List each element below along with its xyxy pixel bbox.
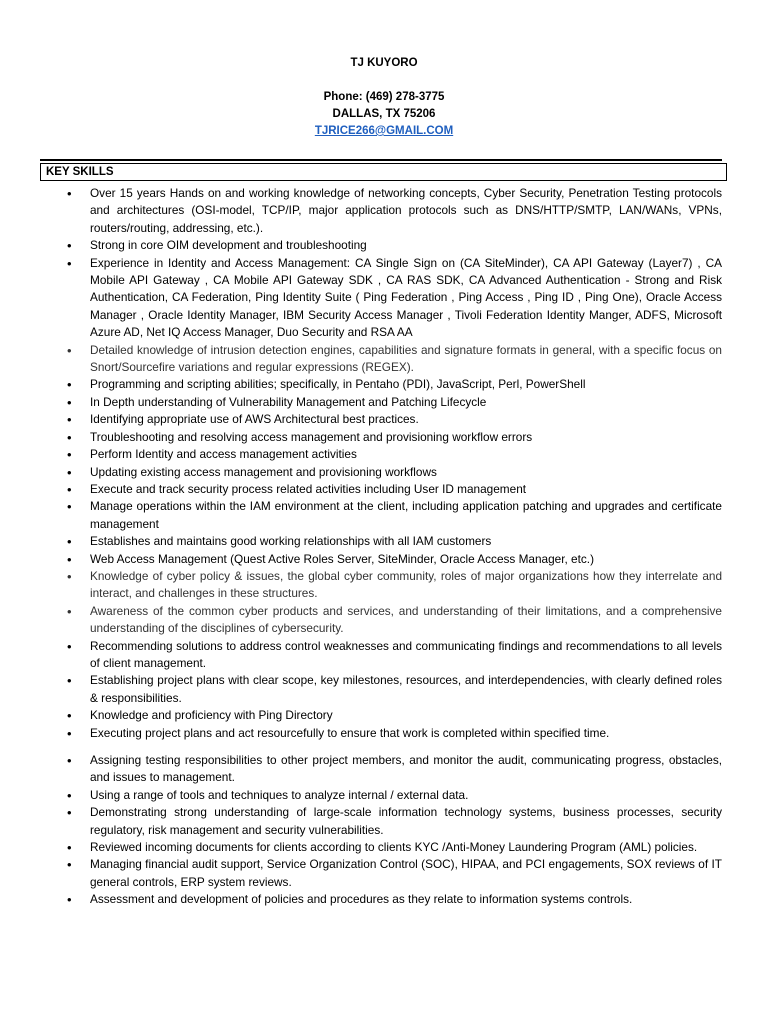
location: DALLAS, TX 75206 <box>332 108 436 120</box>
skill-item: • Perform Identity and access management activities <box>40 446 722 463</box>
skill-item: • Assessment and development of policies and procedures as they relate to information systems controls. <box>40 891 722 908</box>
key-skills-list <box>40 185 722 909</box>
phone-number: Phone: (469) 278-3775 <box>323 91 445 103</box>
skill-item: • Demonstrating strong understanding of large-scale information technology systems, business processes, security regulatory, risk management and security vulnerabilities. <box>40 804 722 839</box>
skill-item: • Knowledge of cyber policy & issues, the global cyber community, roles of major organizations how they interrelate and interact, and challenges in these structures. <box>40 568 722 603</box>
email-link[interactable]: TJRICE266@GMAIL.COM <box>314 125 454 137</box>
skill-item: • Execute and track security process related activities including User ID management <box>40 481 722 498</box>
skill-item: • Executing project plans and act resourcefully to ensure that work is completed within specified time. <box>40 725 722 742</box>
skill-item: • Identifying appropriate use of AWS Architectural best practices. <box>40 411 722 428</box>
skill-item: • Assigning testing responsibilities to other project members, and monitor the audit, communicating progress, obstacles, and issues to management. <box>40 752 722 787</box>
skill-item: • Using a range of tools and techniques to analyze internal / external data. <box>40 787 722 804</box>
skill-item: • Strong in core OIM development and troubleshooting <box>40 237 722 254</box>
skill-item: • Experience in Identity and Access Management: CA Single Sign on (CA SiteMinder), CA API Gateway (Layer7) , CA Mobile API Gateway , CA Mobile API Gateway SDK , CA RAS SDK, CA Advanced Authentication - Strong and Risk Authentication, CA Federation, Ping Identity Suite ( Ping Federation , Ping Access , Ping ID , Ping One), Oracle Access Manager , Oracle Identity Manager, IBM Security Access Manager , Tivoli Federation Identity Manger, ADFS, Microsoft Azure AD, Net IQ Access Manager, Duo Security and RSA AA <box>40 255 722 342</box>
skill-item: • Programming and scripting abilities; specifically, in Pentaho (PDI), JavaScript, Perl, PowerShell <box>40 376 722 393</box>
skill-item: • Establishing project plans with clear scope, key milestones, resources, and interdependencies, with clearly defined roles & responsibilities. <box>40 672 722 707</box>
skill-item: • Detailed knowledge of intrusion detection engines, capabilities and signature formats in general, with a specific focus on Snort/Sourcefire variations and regular expressions (REGEX). <box>40 342 722 377</box>
contact-header <box>0 55 768 140</box>
skill-item: • Awareness of the common cyber products and services, and understanding of their limitations, and a comprehensive understanding of the disciplines of cybersecurity. <box>40 603 722 638</box>
skill-item: • Recommending solutions to address control weaknesses and communicating findings and recommendations to all levels of client management. <box>40 638 722 673</box>
section-heading-key-skills: KEY SKILLS <box>40 163 727 181</box>
skill-item: • Troubleshooting and resolving access management and provisioning workflow errors <box>40 429 722 446</box>
header-divider <box>40 159 722 161</box>
candidate-name: TJ KUYORO <box>350 57 418 69</box>
skill-item: • Updating existing access management and provisioning workflows <box>40 464 722 481</box>
skill-item: • Manage operations within the IAM environment at the client, including application patching and upgrades and certificate management <box>40 498 722 533</box>
skill-item: • In Depth understanding of Vulnerability Management and Patching Lifecycle <box>40 394 722 411</box>
skill-item: • Web Access Management (Quest Active Roles Server, SiteMinder, Oracle Access Manager, etc.) <box>40 551 722 568</box>
skill-item: • Establishes and maintains good working relationships with all IAM customers <box>40 533 722 550</box>
skill-item: • Over 15 years Hands on and working knowledge of networking concepts, Cyber Security, Penetration Testing protocols and architectures (OSI-model, TCP/IP, major application protocols such as DNS/HTTP/SMTP, LAN/WANs, VPNs, routers/routing, addressing, etc.). <box>40 185 722 237</box>
skill-item: • Reviewed incoming documents for clients according to clients KYC /Anti-Money Laundering Program (AML) policies. <box>40 839 722 856</box>
skill-item: • Knowledge and proficiency with Ping Directory <box>40 707 722 724</box>
skill-item: • Managing financial audit support, Service Organization Control (SOC), HIPAA, and PCI engagements, SOX reviews of IT general controls, ERP system reviews. <box>40 856 722 891</box>
